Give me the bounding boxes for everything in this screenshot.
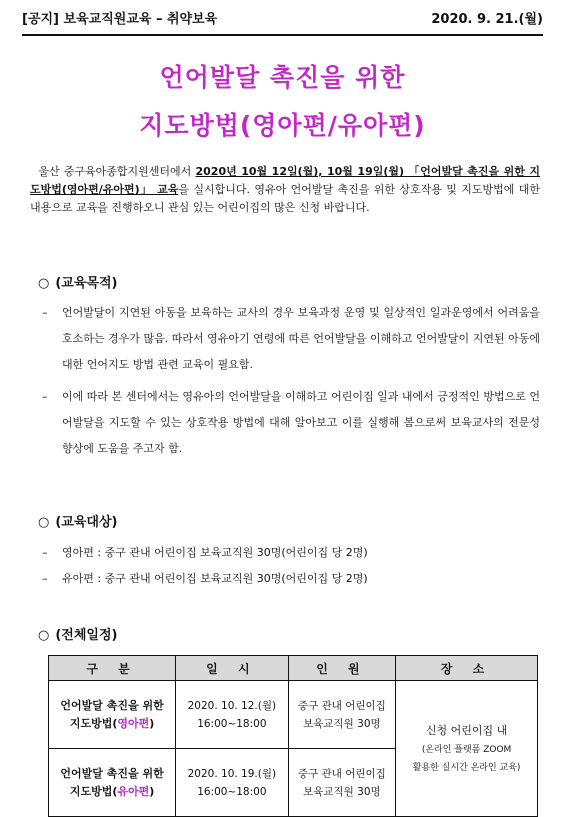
intro-emphasis: 2020년 10월 12일(월), 10월 19일(월) 「언어발달 촉진을 위한 지도방법(영아편/유아편)」 교육 — [30, 165, 540, 196]
list-item — [40, 300, 540, 378]
course-highlight: 영아편 — [117, 716, 150, 730]
course-line: ) — [149, 716, 155, 730]
purpose-item-2: 이에 따라 본 센터에서는 영유아의 언어발달을 이해하고 어린이집 일과 내에서 긍정적인 방법으로 언어발달을 지도할 수 있는 상호작용 방법에 대해 알아보고 이를 실행해 봄으로써 보육교사의 전문성 향상에 도움을 주고자 함. — [62, 390, 540, 455]
col-header-datetime: 일 시 — [176, 656, 288, 681]
dash-icon: – — [42, 306, 48, 319]
target-list — [40, 540, 540, 592]
section-target-heading — [38, 511, 117, 530]
section-target-title: (교육대상) — [55, 515, 118, 530]
list-item — [40, 566, 540, 592]
date-text: 2020. 10. 12.(월) — [187, 699, 277, 712]
section-schedule-heading — [38, 624, 117, 643]
datetime-cell — [176, 681, 288, 749]
people-cell — [288, 749, 396, 817]
col-header-place: 장 소 — [396, 656, 538, 681]
people-line: 중구 관내 어린이집 — [297, 699, 386, 712]
intro-text-1: 울산 중구육아종합지원센터에서 — [38, 165, 196, 178]
list-item — [40, 384, 540, 462]
circle-bullet-icon: ○ — [38, 515, 50, 530]
date-text: 2020. 10. 19.(월) — [187, 767, 277, 780]
notice-label: [공지] 보육교직원교육 – 취약보육 — [22, 12, 218, 27]
place-note: (온라인 플랫폼 ZOOM — [421, 744, 512, 755]
schedule-table — [48, 655, 538, 817]
place-main: 신청 어린이집 내 — [425, 723, 508, 737]
datetime-cell — [176, 749, 288, 817]
section-purpose-title: (교육목적) — [55, 276, 118, 291]
course-highlight: 유아편 — [117, 784, 150, 798]
dash-icon: – — [42, 546, 48, 559]
place-cell — [396, 681, 538, 817]
people-cell — [288, 681, 396, 749]
dash-icon: – — [42, 572, 48, 585]
course-cell — [49, 749, 176, 817]
place-note: 활용한 실시간 온라인 교육) — [412, 762, 521, 773]
people-line: 보육교직원 30명 — [303, 717, 381, 730]
dash-icon: – — [42, 390, 48, 403]
circle-bullet-icon: ○ — [38, 276, 50, 291]
header-bar — [22, 4, 543, 36]
course-line: 지도방법( — [69, 716, 118, 730]
table-header-row — [49, 656, 538, 681]
course-line: 언어발달 촉진을 위한 — [60, 698, 164, 712]
col-header-people: 인 원 — [288, 656, 396, 681]
intro-text-2: 을 실시합니다. 영유아 언어발달 촉진을 위한 상호작용 및 지도방법에 대한 내용으로 교육을 진행하오니 관심 있는 어린이집의 많은 신청 바랍니다. — [30, 183, 540, 214]
list-item — [40, 540, 540, 566]
course-line: ) — [149, 784, 155, 798]
course-cell — [49, 681, 176, 749]
target-item-1: 영아편 : 중구 관내 어린이집 보육교직원 30명(어린이집 당 2명) — [62, 546, 368, 559]
purpose-item-1: 언어발달이 지연된 아동을 보육하는 교사의 경우 보육과정 운영 및 일상적인 일과운영에서 어려움을 호소하는 경우가 많음. 따라서 영유아기 연령에 따른 언어발달을 이해하고 언어발달이 지연된 아동에 대한 언어지도 방법 관련 교육이 필요함. — [62, 306, 540, 371]
section-schedule-title: (전체일정) — [55, 628, 118, 643]
section-purpose-heading — [38, 272, 117, 291]
people-line: 중구 관내 어린이집 — [297, 767, 386, 780]
time-text: 16:00~18:00 — [197, 717, 267, 730]
circle-bullet-icon: ○ — [38, 628, 50, 643]
purpose-list — [40, 300, 540, 462]
course-line: 언어발달 촉진을 위한 — [60, 766, 164, 780]
intro-paragraph — [30, 163, 540, 217]
target-item-2: 유아편 : 중구 관내 어린이집 보육교직원 30명(어린이집 당 2명) — [62, 572, 368, 585]
notice-date: 2020. 9. 21.(월) — [431, 12, 543, 27]
time-text: 16:00~18:00 — [197, 785, 267, 798]
title-line-1: 언어발달 촉진을 위한 — [159, 63, 406, 92]
title-line-2: 지도방법(영아편/유아편) — [139, 111, 426, 140]
people-line: 보육교직원 30명 — [303, 785, 381, 798]
table-row — [49, 681, 538, 749]
course-line: 지도방법( — [69, 784, 118, 798]
col-header-category: 구 분 — [49, 656, 176, 681]
